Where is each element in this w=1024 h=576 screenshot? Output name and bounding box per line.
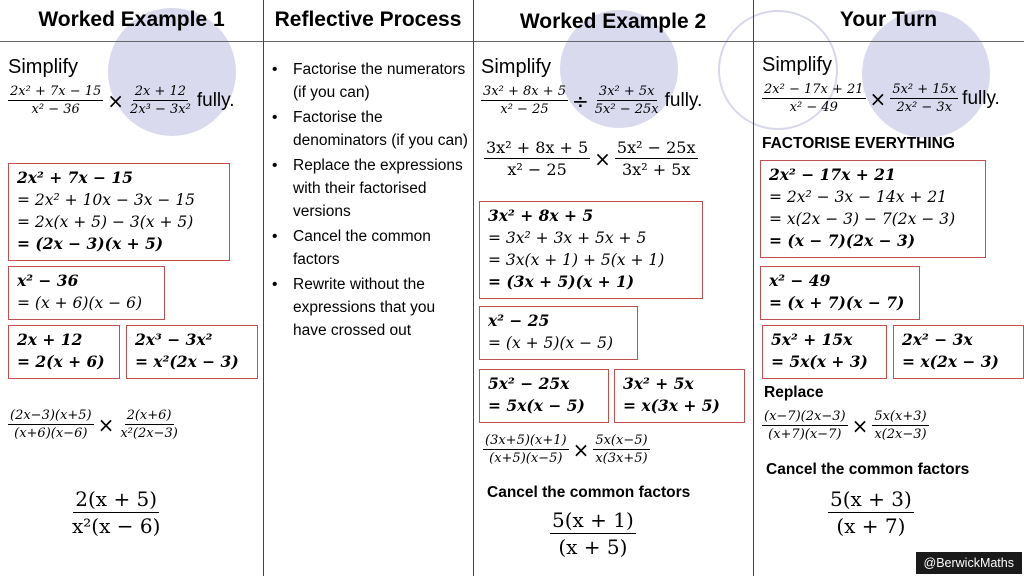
ex1-simplify-label: Simplify	[8, 56, 79, 78]
ex2-factor-box-numerator-1: 3x² + 8x + 5 = 3x² + 3x + 5x + 5 = 3x(x + 1) + 5(x + 1) = (3x + 5)(x + 1)	[479, 201, 703, 299]
reflective-step: • Factorise the numerators (if you can)	[270, 58, 470, 104]
turn-factor-box-denominator-2: 2x² − 3x = x(2x − 3)	[893, 325, 1024, 379]
ex1-factor-box-denominator-1: x² − 36 = (x + 6)(x − 6)	[8, 266, 165, 320]
ex1-question: $\frac{\text{2x² + 7x − 15}}{\text{x² − 36}}$ × $\frac{2x + 12}{\text{2x³ − 3x²}}$ fully.	[10, 84, 235, 117]
ex1-factor-box-numerator-1: 2x² + 7x − 15 = 2x² + 10x − 3x − 15 = 2x(x + 5) − 3(x + 5) = (2x − 3)(x + 5)	[8, 163, 230, 261]
reflective-steps-list	[270, 58, 470, 344]
turn-factor-box-numerator-1: 2x² − 17x + 21 = 2x² − 3x − 14x + 21 = x(2x − 3) − 7(2x − 3) = (x − 7)(2x − 3)	[760, 160, 986, 258]
column-divider-3	[753, 0, 754, 576]
turn-factor-box-numerator-2: 5x² + 15x = 5x(x + 3)	[762, 325, 887, 379]
header-reflective-process: Reflective Process	[274, 8, 462, 31]
ex2-simplify-label: Simplify	[481, 56, 552, 78]
ex1-question-fraction-1: $\frac{\text{2x² + 7x − 15}}{\text{x² − 36}}$	[10, 84, 102, 117]
ex1-factor-box-numerator-2: 2x + 12 = 2(x + 6)	[8, 325, 120, 379]
turn-replaced-expression: $\frac{(x-7)(2x-3)}{(x+7)(x-7)}$ × $\frac{5x(x+3)}{x(2x-3)}$	[764, 409, 927, 442]
header-your-turn: Your Turn	[839, 8, 938, 31]
ex2-final-answer: $\frac{5(x + 1)}{(x + 5)}$	[552, 508, 634, 559]
ex2-flipped-expression: $\frac{\text{3x² + 8x + 5}}{\text{x² − 25}}$ × $\frac{\text{5x² − 25x}}{\text{3x² + 5x}}$	[486, 138, 696, 179]
turn-factor-box-denominator-1: x² − 49 = (x + 7)(x − 7)	[760, 266, 920, 320]
turn-question: $\frac{\text{2x² − 17x + 21}}{\text{x² − 49}}$ × $\frac{\text{5x² + 15x}}{\text{2x² − 3x}}$ fully.	[764, 82, 1000, 115]
turn-final-answer: $\frac{5(x + 3)}{(x + 7)}$	[830, 487, 912, 538]
ex2-replaced-expression: $\frac{(3x+5)(x+1)}{(x+5)(x-5)}$ × $\frac{5x(x-5)}{x(3x+5)}$	[485, 433, 648, 466]
header-worked-example-2: Worked Example 2	[519, 10, 707, 33]
column-divider-2	[473, 0, 474, 576]
header-divider	[0, 41, 1024, 42]
turn-replace-label: Replace	[764, 384, 824, 401]
reflective-step: • Cancel the common factors	[270, 225, 470, 271]
ex1-replaced-expression: $\frac{(2x-3)(x+5)}{(x+6)(x-6)}$ × $\frac{2(x+6)}{\text{x²(2x−3)}}$	[10, 408, 178, 441]
column-divider-1	[263, 0, 264, 576]
ex1-question-fraction-2: $\frac{2x + 12}{\text{2x³ − 3x²}}$	[130, 84, 191, 117]
turn-cancel-label: Cancel the common factors	[766, 461, 970, 478]
ex2-question: $\frac{\text{3x² + 8x + 5}}{\text{x² − 25}}$ ÷ $\frac{\text{3x² + 5x}}{\text{5x² − 25x}}$ fully.	[483, 84, 703, 117]
reflective-step: • Rewrite without the expressions that you have crossed out	[270, 273, 470, 342]
ex1-factor-box-denominator-2: 2x³ − 3x² = x²(2x − 3)	[126, 325, 258, 379]
reflective-step: • Factorise the denominators (if you can)	[270, 106, 470, 152]
ex2-factor-box-denominator-1: x² − 25 = (x + 5)(x − 5)	[479, 306, 638, 360]
turn-factorise-label: FACTORISE EVERYTHING	[762, 135, 955, 152]
header-worked-example-1: Worked Example 1	[38, 8, 225, 31]
ex2-factor-box-numerator-2: 5x² − 25x = 5x(x − 5)	[479, 369, 609, 423]
turn-simplify-label: Simplify	[762, 54, 833, 76]
ex2-factor-box-denominator-2: 3x² + 5x = x(3x + 5)	[614, 369, 745, 423]
reflective-step: • Replace the expressions with their factorised versions	[270, 154, 470, 223]
ex1-final-answer: $\frac{2(x + 5)}{\text{x²(x − 6)}}$	[72, 487, 161, 538]
author-tag: @BerwickMaths	[916, 552, 1023, 574]
ex2-cancel-label: Cancel the common factors	[487, 484, 691, 501]
